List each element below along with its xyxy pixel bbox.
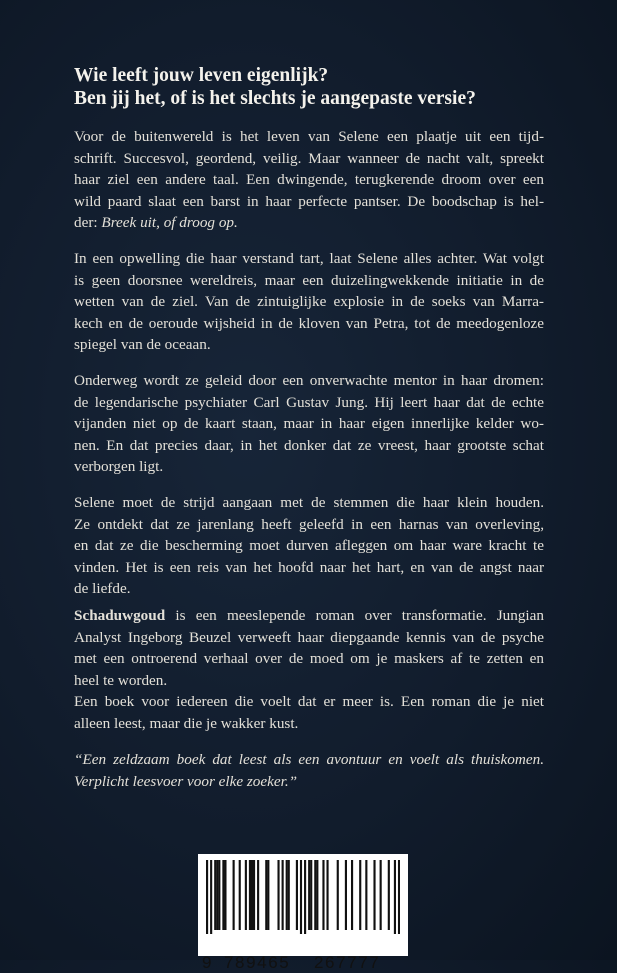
barcode-bar <box>286 860 288 930</box>
text-line: verborgen ligt. <box>74 458 164 476</box>
text-line: alleen leest, maar die je wakker kust. <box>74 714 299 732</box>
headline-line-1: Wie leeft jouw leven eigenlijk? <box>74 65 329 86</box>
isbn-group-1: 789465 <box>224 953 291 972</box>
text-line: en dat ze die bescherming moet durven afleggen om haar ware kracht te <box>74 537 544 555</box>
text-line: kech en de oeroude wijsheid in de kloven van Petra, tot de meedogenloze <box>74 314 544 332</box>
barcode-bar <box>398 860 400 934</box>
text-line: spiegel van de oceaan. <box>74 336 211 354</box>
barcode-bar <box>316 860 318 930</box>
barcode-bar <box>345 860 347 930</box>
isbn-group-2: 267777 <box>314 953 381 972</box>
barcode-bar <box>251 860 253 930</box>
barcode-bar <box>267 860 269 930</box>
review-quote <box>74 749 544 792</box>
barcode-bar <box>216 860 218 930</box>
text-line: vinden. Het is een reis van het hoofd naar het hart, en van de angst naar <box>74 558 544 576</box>
text-line: heel te worden. <box>74 671 168 689</box>
blurb-paragraph-1 <box>74 126 544 234</box>
text-line: Onderweg wordt ze geleid door een onverwachte mentor in haar dromen: <box>74 372 544 389</box>
barcode-bar <box>380 860 382 930</box>
barcode-bar <box>214 860 216 930</box>
barcode-bar <box>373 860 375 930</box>
barcode-bar <box>359 860 361 930</box>
barcode-bar <box>388 860 390 930</box>
barcode-bar <box>245 860 247 930</box>
text-line: schrift. Succesvol, geordend, veilig. Maar wanneer de nacht valt, spreekt <box>74 149 544 167</box>
isbn-first-digit: 9 <box>202 953 212 972</box>
barcode-bar <box>277 860 279 930</box>
barcode-bar <box>249 860 251 930</box>
isbn-barcode <box>198 854 408 972</box>
barcode-bar <box>314 860 316 930</box>
barcode-bar <box>224 860 226 930</box>
blurb-paragraph-2 <box>74 248 544 356</box>
barcode-bar <box>218 860 220 930</box>
barcode-bar <box>265 860 267 930</box>
barcode-bar <box>308 860 310 930</box>
barcode-bar <box>326 860 328 930</box>
text-line: met een ontroerend verhaal over de moed om je maskers af te zetten en <box>74 650 544 668</box>
text-line: Ze ontdekt dat ze jarenlang heeft geleefd in een harnas van overleving, <box>74 515 544 533</box>
text-line: In een opwelling die haar verstand tart, laat Selene alles achter. Wat volgt <box>74 250 544 267</box>
quote-line: “Een zeldzaam boek dat leest als een avontuur en voelt als thuiskomen. <box>74 751 544 768</box>
text-line: haar ziel een andere taal. Een dwingende, terugkerende droom over een <box>74 171 544 189</box>
blurb-paragraph-5 <box>74 605 544 735</box>
text-line: is geen doorsnee wereldreis, maar een duizelingwekkende initiatie in de <box>74 271 544 289</box>
back-cover <box>74 64 544 790</box>
italic-phrase: Breek uit, of droog op. <box>101 214 238 232</box>
barcode-bar <box>206 860 208 934</box>
barcode-bar <box>210 860 212 934</box>
barcode-bar <box>233 860 235 930</box>
barcode-bar <box>351 860 353 930</box>
barcode-bar <box>296 860 298 930</box>
barcode-bar <box>222 860 224 930</box>
text-line: wild paard slaat een barst in haar perfecte pantser. De boodschap is hel- <box>74 192 544 210</box>
barcode-bar <box>253 860 255 930</box>
text-line: der: <box>74 214 102 232</box>
barcode-bar <box>337 860 339 930</box>
barcode-bar <box>288 860 290 930</box>
barcode-bar <box>394 860 396 934</box>
text-line: vijanden niet op de kaart staan, maar in haar eigen innerlijke kelder wo- <box>74 415 544 433</box>
text-line: Voor de buitenwereld is het leven van Selene een plaatje uit een tijd- <box>74 128 544 145</box>
barcode-bar <box>304 860 306 934</box>
text-line: Selene moet de strijd aangaan met de stemmen die haar klein houden. <box>74 494 544 511</box>
text-line: Een boek voor iedereen die voelt dat er meer is. Een roman die je niet <box>74 693 544 711</box>
blurb-paragraph-3 <box>74 370 544 478</box>
book-title: Schaduwgoud <box>74 607 166 624</box>
barcode-bar <box>282 860 284 930</box>
barcode-bar <box>257 860 259 930</box>
text-line: de liefde. <box>74 580 131 598</box>
barcode-bars <box>206 860 400 934</box>
headline-line-2: Ben jij het, of is het slechts je aangepaste versie? <box>74 88 476 109</box>
barcode-bar <box>239 860 241 930</box>
quote-line: Verplicht leesvoer voor elke zoeker.” <box>74 772 298 790</box>
text-line: wetten van de ziel. Van de zintuiglijke explosie in de soeks van Marra- <box>74 293 544 311</box>
barcode-bar <box>365 860 367 930</box>
barcode-bar <box>310 860 312 930</box>
text-line: is een meeslepende roman over transformatie. Jungian <box>165 607 544 624</box>
blurb-paragraph-4 <box>74 492 544 600</box>
headline <box>74 64 544 110</box>
barcode-bar <box>322 860 324 930</box>
text-line: Analyst Ingeborg Beuzel verweeft haar diepgaande kennis van de psyche <box>74 628 544 646</box>
text-line: nen. En dat precies daar, in het donker dat ze vreest, haar grootste schat <box>74 436 544 454</box>
text-line: de legendarische psychiater Carl Gustav Jung. Hij leert haar dat de echte <box>74 393 544 411</box>
barcode-bar <box>300 860 302 934</box>
